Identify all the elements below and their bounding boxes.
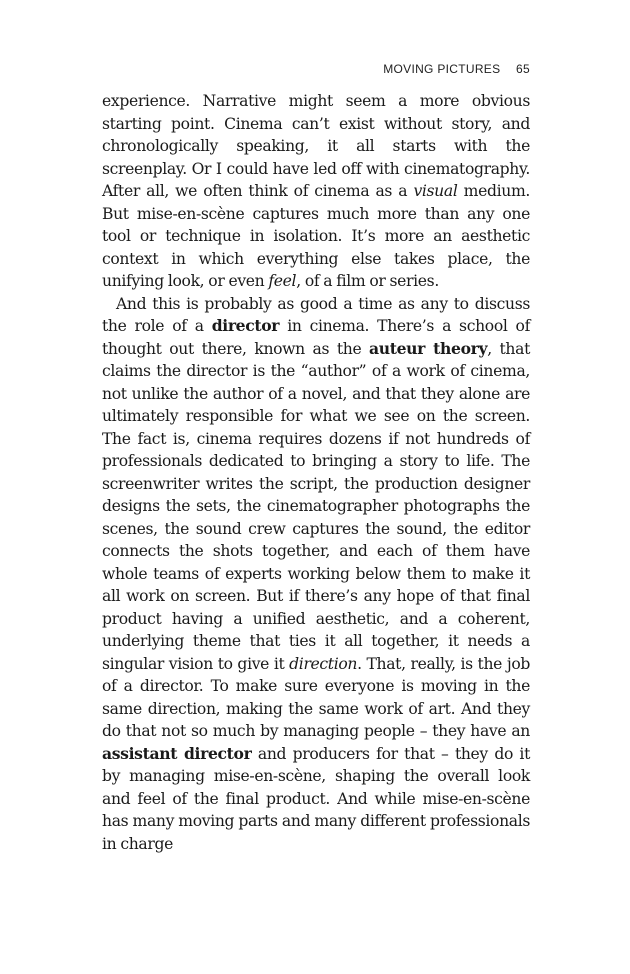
text-run: . That, really, is the job of a director. To make sure everyone is moving in the same direction, making the same work of art. And they do that not so much by managing people – they have an — [102, 654, 530, 740]
text-run: , of a film or series. — [296, 272, 439, 290]
text-run: experience. Narrative might seem a more obvious starting point. Cinema can’t exist without story, and chronologically speaking, it all starts with the screenplay. Or I could have led off with cinematography. After all, we often think of cinema as a — [102, 92, 530, 200]
term-assistant-director: assistant director — [102, 743, 252, 763]
paragraph-1 — [102, 90, 530, 293]
text-run: and producers for that – they do it by managing mise-en-scène, shaping the overall look and feel of the final product. And while mise-en-scène has many moving parts and many different professionals in charge — [102, 744, 530, 853]
page-number: 65 — [516, 62, 530, 76]
body-text — [102, 90, 530, 855]
paragraph-2 — [102, 293, 530, 856]
text-run: , that claims the director is the “author” of a work of cinema, not unlike the author of a novel, and that they alone are ultimately responsible for what we see on the screen. The fact is, cinema requires dozens if not hundreds of professionals dedicated to bringing a story to life. The screenwriter writes the script, the production designer designs the sets, the cinematographer photographs the scenes, the sound crew captures the sound, the editor connects the shots together, and each of them have whole teams of experts working below them to make it all work on screen. But if there’s any hope of that final product having a unified aesthetic, and a coherent, underlying theme that ties it all together, it needs a singular vision to give it — [102, 339, 530, 673]
emphasis-visual: visual — [413, 182, 458, 200]
running-head — [383, 62, 530, 76]
term-auteur-theory: auteur theory — [369, 338, 488, 358]
emphasis-direction: direction — [289, 654, 358, 673]
text-run: medium. But mise-en-scène captures much more than any one tool or technique in isolation. It’s more an aesthetic context in which everything else takes place, the unifying look, or even — [102, 182, 530, 290]
text-run: in cinema. There’s a school of thought out there, known as the — [102, 317, 530, 358]
text-run: And this is probably as good a time as any to discuss the role of a — [102, 294, 530, 335]
running-title: MOVING PICTURES — [383, 62, 501, 76]
term-director: director — [211, 316, 280, 335]
emphasis-feel: feel — [268, 272, 297, 290]
